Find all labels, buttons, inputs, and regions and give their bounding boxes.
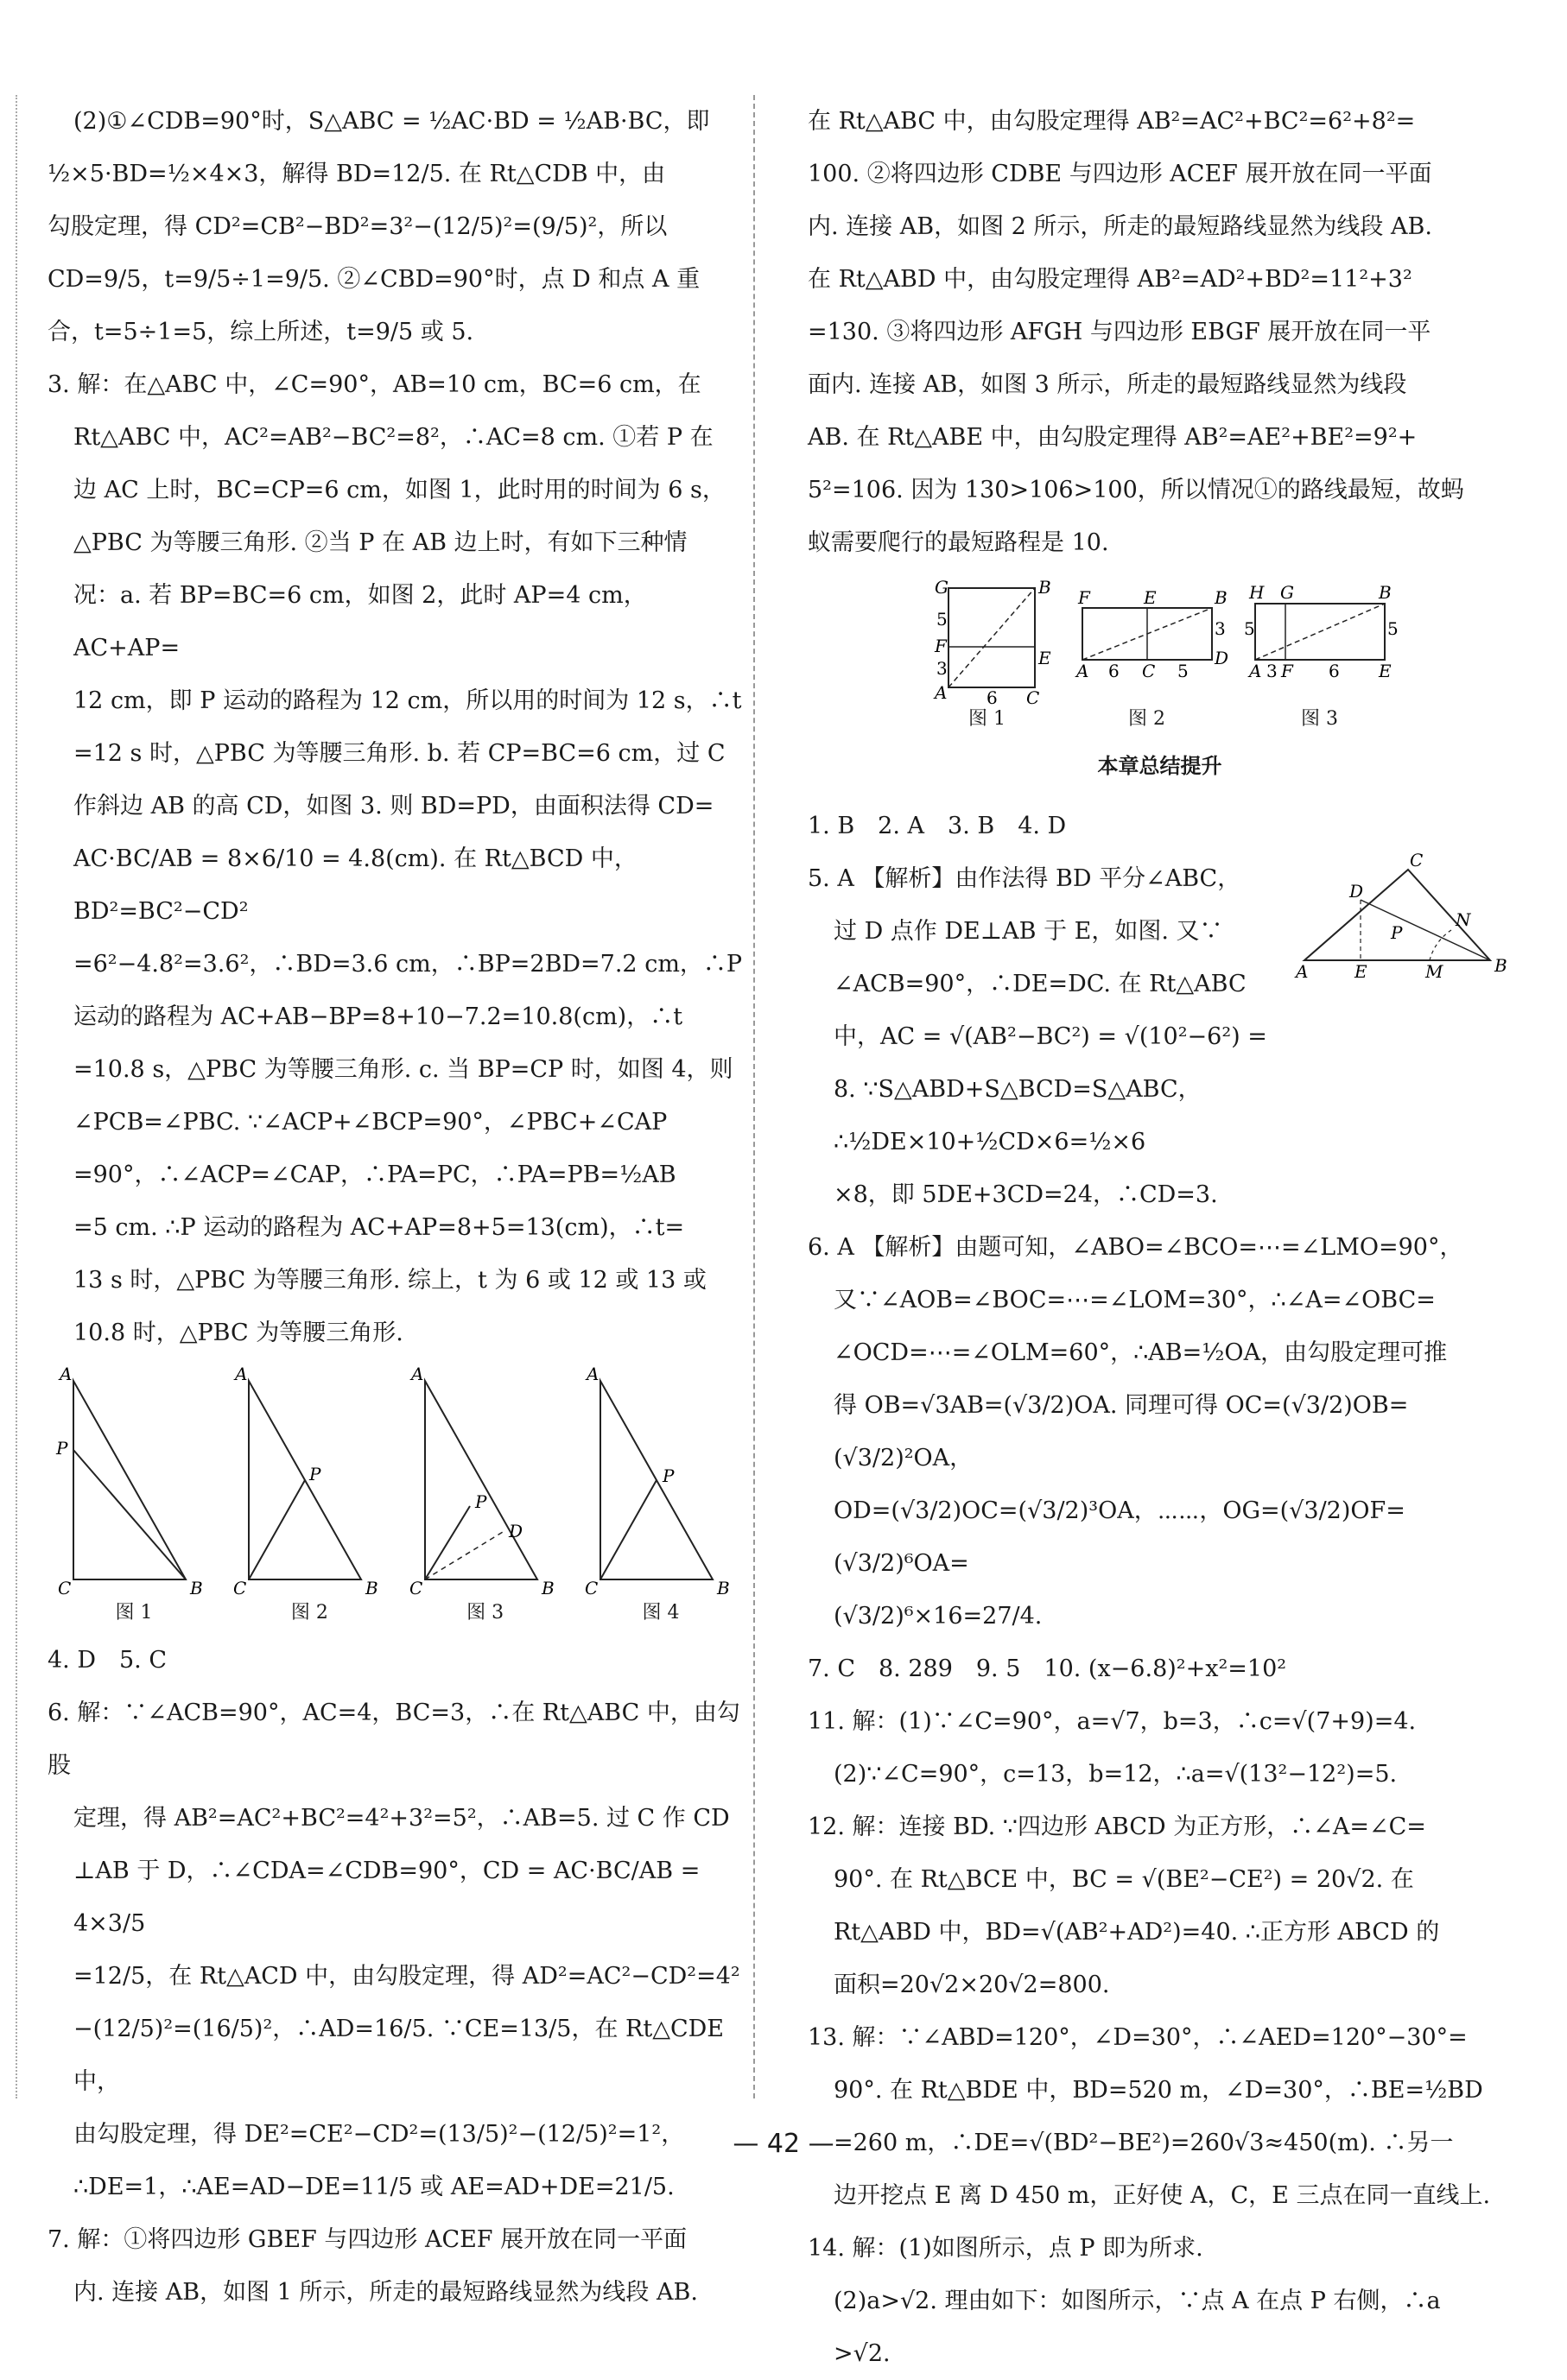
svg-text:6: 6: [1107, 661, 1120, 681]
text-line: 14. 解：(1)如图所示，点 P 即为所求.: [808, 2235, 1203, 2262]
text-line: 在 Rt△ABC 中，由勾股定理得 AB²=AC²+BC²=6²+8²=: [808, 108, 1416, 135]
text-line: ⊥AB 于 D，∴∠CDA=∠CDB=90°，CD = AC·BC/AB = 4×3/5: [73, 1858, 707, 1937]
text-line: >√2.: [834, 2340, 891, 2367]
q7-continuation: [808, 95, 1512, 569]
text-line: 90°. 在 Rt△BCE 中，BC = √(BE²−CE²) = 20√2. 在: [834, 1866, 1414, 1893]
q3-figures: [48, 1364, 747, 1625]
svg-text:3: 3: [936, 658, 948, 679]
figure-caption: 图 4: [642, 1602, 680, 1624]
text-line: 100. ②将四边形 CDBE 与四边形 ACEF 展开放在同一平面: [808, 161, 1432, 187]
left-column: [48, 95, 747, 2319]
q14-solution: [808, 2222, 1512, 2380]
q7-figures: [808, 578, 1512, 731]
text-line: =10.8 s，△PBC 为等腰三角形. c. 当 BP=CP 时，如图 4，则: [73, 1056, 733, 1083]
svg-text:A: A: [586, 1364, 600, 1384]
text-line: 11. 解：(1)∵∠C=90°，a=√7，b=3，∴c=√(7+9)=4.: [808, 1708, 1417, 1735]
svg-text:P: P: [56, 1438, 68, 1459]
text-line: =90°，∴∠ACP=∠CAP，∴PA=PC，∴PA=PB=½AB: [73, 1162, 676, 1188]
svg-text:B: B: [1214, 587, 1228, 608]
text-line: 过 D 点作 DE⊥AB 于 E，如图. 又∵: [834, 918, 1223, 945]
svg-text:F: F: [1077, 587, 1090, 608]
text-line: 6. 解：∵∠ACB=90°，AC=4，BC=3，∴在 Rt△ABC 中，由勾股: [48, 1700, 740, 1779]
text-line: =5 cm. ∴P 运动的路程为 AC+AP=8+5=13(cm)，∴t=: [73, 1214, 685, 1241]
svg-text:5: 5: [1386, 618, 1399, 639]
q6-solution: [808, 1221, 1512, 1643]
text-line: 边开挖点 E 离 D 450 m，正好使 A，C，E 三点在同一直线上.: [834, 2182, 1491, 2209]
text-line: 定理，得 AB²=AC²+BC²=4²+3²=5²，∴AB=5. 过 C 作 CD: [73, 1805, 730, 1832]
triangle-diagram: [56, 1364, 212, 1601]
text-line: 12. 解：连接 BD. ∵四边形 ABCD 为正方形，∴∠A=∠C=: [808, 1813, 1426, 1840]
svg-text:3: 3: [1266, 661, 1278, 681]
text-line: ×8，即 5DE+3CD=24，∴CD=3.: [834, 1181, 1218, 1208]
svg-text:5: 5: [936, 609, 948, 630]
text-line: OD=(√3/2)OC=(√3/2)³OA，⋯⋯，OG=(√3/2)OF=(√3/2)⁶OA=: [834, 1497, 1405, 1577]
q3-solution: [48, 358, 747, 1359]
text-line: 又∵∠AOB=∠BOC=⋯=∠LOM=30°，∴∠A=∠OBC=: [834, 1287, 1436, 1313]
text-line: 10.8 时，△PBC 为等腰三角形.: [73, 1320, 403, 1346]
svg-text:B: B: [541, 1578, 555, 1598]
text-line: 内. 连接 AB，如图 2 所示，所走的最短路线显然为线段 AB.: [808, 213, 1432, 240]
svg-text:E: E: [1143, 587, 1157, 608]
svg-text:B: B: [1378, 582, 1392, 603]
q7-10-answers: 7. C 8. 289 9. 5 10. (x−6.8)²+x²=10²: [808, 1655, 1287, 1682]
text-line: 7. 解：①将四边形 GBEF 与四边形 ACEF 展开放在同一平面: [48, 2226, 688, 2253]
text-line: ∠ACB=90°，∴DE=DC. 在 Rt△ABC: [834, 971, 1247, 997]
page-number: — 42 —: [733, 2129, 834, 2159]
svg-text:C: C: [409, 1578, 422, 1598]
q5-solution: [808, 852, 1512, 1221]
text-line: =260 m，∴DE=√(BD²−BE²)=260√3≈450(m). ∴另一: [834, 2130, 1454, 2156]
svg-text:F: F: [934, 636, 947, 656]
text-line: (2)∵∠C=90°，c=13，b=12，∴a=√(13²−12²)=5.: [834, 1761, 1398, 1788]
figure-caption: 图 3: [466, 1602, 504, 1624]
svg-text:A: A: [60, 1364, 73, 1384]
text-line: 得 OB=√3AB=(√3/2)OA. 同理可得 OC=(√3/2)OB=(√3/2)²OA，: [834, 1392, 1409, 1472]
svg-text:H: H: [1248, 582, 1264, 603]
column-divider: [753, 95, 755, 2098]
q1-4-answers: 1. B 2. A 3. B 4. D: [808, 813, 1067, 839]
svg-text:G: G: [1279, 582, 1294, 603]
svg-text:5: 5: [1177, 661, 1189, 681]
text-line: ∠PCB=∠PBC. ∵∠ACP+∠BCP=90°，∠PBC+∠CAP: [73, 1109, 668, 1136]
text-line: 内. 连接 AB，如图 1 所示，所走的最短路线显然为线段 AB.: [73, 2279, 698, 2306]
svg-text:C: C: [58, 1578, 72, 1598]
unfold-diagram: [923, 578, 1052, 707]
text-line: 5. A 【解析】由作法得 BD 平分∠ABC，: [808, 865, 1241, 892]
q3-figure-2: [232, 1364, 387, 1625]
text-line: 面积=20√2×20√2=800.: [834, 1972, 1110, 1998]
svg-text:E: E: [1378, 661, 1392, 681]
text-line: AC·BC/AB = 8×6/10 = 4.8(cm). 在 Rt△BCD 中，BD²=BC²−CD²: [73, 845, 638, 925]
text-line: =130. ③将四边形 AFGH 与四边形 EBGF 展开放在同一平: [808, 319, 1431, 345]
svg-text:3: 3: [1214, 618, 1226, 639]
svg-text:B: B: [190, 1578, 203, 1598]
text-line: =12 s 时，△PBC 为等腰三角形. b. 若 CP=BC=6 cm，过 C: [73, 740, 726, 767]
figure-caption: 图 2: [290, 1602, 328, 1624]
svg-text:B: B: [1037, 577, 1051, 598]
svg-text:P: P: [1391, 922, 1403, 943]
text-line: ∴DE=1，∴AE=AD−DE=11/5 或 AE=AD+DE=21/5.: [73, 2174, 675, 2200]
svg-text:A: A: [410, 1364, 424, 1384]
text-line: 6. A 【解析】由题可知，∠ABO=∠BCO=⋯=∠LMO=90°，: [808, 1234, 1463, 1261]
figure-caption: 图 1: [115, 1602, 153, 1624]
svg-text:A: A: [1248, 661, 1261, 681]
unfold-diagram: [1069, 578, 1228, 707]
text-line: ½×5·BD=½×4×3，解得 BD=12/5. 在 Rt△CDB 中，由: [48, 161, 666, 187]
q11-solution: [808, 1695, 1512, 1801]
triangle-diagram: [408, 1364, 563, 1601]
left-margin-rule: [16, 95, 17, 2098]
figure-caption: 图 2: [1128, 708, 1165, 730]
svg-text:C: C: [584, 1578, 599, 1598]
q13-solution: [808, 2011, 1512, 2222]
svg-text:D: D: [1214, 648, 1228, 668]
svg-text:C: C: [1410, 850, 1424, 870]
text-line: −(12/5)²=(16/5)²，∴AD=16/5. ∵CE=13/5，在 Rt△CDE 中，: [73, 2016, 732, 2095]
q7-figure-1: [923, 578, 1052, 731]
svg-text:5: 5: [1243, 618, 1255, 639]
section-title: 本章总结提升: [1097, 754, 1222, 778]
svg-text:B: B: [1494, 955, 1507, 976]
svg-text:D: D: [1349, 881, 1364, 902]
q7-figure-3: [1242, 578, 1398, 731]
text-line: △PBC 为等腰三角形. ②当 P 在 AB 边上时，有如下三种情: [73, 529, 688, 556]
q2-continuation: [48, 95, 747, 358]
text-line: (2)①∠CDB=90°时，S△ABC = ½AC·BD = ½AB·BC，即: [73, 108, 710, 135]
svg-text:A: A: [1075, 661, 1088, 681]
figure-caption: 图 3: [1301, 708, 1338, 730]
q3-figure-3: [408, 1364, 563, 1625]
text-line: 13. 解：∵∠ABD=120°，∠D=30°，∴∠AED=120°−30°=: [808, 2024, 1468, 2051]
figure-caption: 图 1: [968, 708, 1006, 730]
text-line: 况：a. 若 BP=BC=6 cm，如图 2，此时 AP=4 cm，AC+AP=: [73, 582, 647, 661]
svg-text:A: A: [235, 1364, 248, 1384]
text-line: 合，t=5÷1=5，综上所述，t=9/5 或 5.: [48, 319, 474, 345]
right-column: [808, 95, 1512, 2380]
svg-text:E: E: [1354, 961, 1367, 982]
angle-bisector-diagram: [1287, 852, 1512, 982]
svg-text:A: A: [934, 682, 947, 703]
svg-text:C: C: [233, 1578, 247, 1598]
svg-text:A: A: [1296, 961, 1309, 982]
text-line: ∠OCD=⋯=∠OLM=60°，∴AB=½OA，由勾股定理可推: [834, 1339, 1448, 1366]
text-line: 运动的路程为 AC+AB−BP=8+10−7.2=10.8(cm)，∴t: [73, 1003, 683, 1030]
triangle-diagram: [583, 1364, 739, 1601]
svg-text:6: 6: [986, 687, 998, 708]
svg-text:P: P: [309, 1464, 321, 1484]
q7-solution: [48, 2213, 747, 2319]
text-line: Rt△ABD 中，BD=√(AB²+AD²)=40. ∴正方形 ABCD 的: [834, 1919, 1440, 1946]
svg-text:P: P: [474, 1491, 487, 1512]
text-line: =12/5，在 Rt△ACD 中，由勾股定理，得 AD²=AC²−CD²=4²: [73, 1963, 740, 1990]
svg-text:6: 6: [1328, 661, 1340, 681]
text-line: 蚁需要爬行的最短路程是 10.: [808, 529, 1109, 556]
svg-text:C: C: [1025, 687, 1039, 708]
text-line: 5²=106. 因为 130>106>100，所以情况①的路线最短，故蚂: [808, 477, 1464, 503]
triangle-diagram: [232, 1364, 387, 1601]
text-line: 在 Rt△ABD 中，由勾股定理得 AB²=AD²+BD²=11²+3²: [808, 266, 1412, 293]
svg-text:B: B: [716, 1578, 730, 1598]
text-line: 边 AC 上时，BC=CP=6 cm，如图 1，此时用的时间为 6 s，: [73, 477, 726, 503]
svg-text:D: D: [508, 1521, 523, 1541]
svg-text:M: M: [1425, 961, 1443, 982]
q4-5-answers: 4. D 5. C: [48, 1647, 167, 1674]
svg-text:E: E: [1037, 648, 1051, 668]
svg-text:G: G: [934, 577, 948, 598]
text-line: 由勾股定理，得 DE²=CE²−CD²=(13/5)²−(12/5)²=1²，: [73, 2121, 685, 2148]
svg-text:C: C: [1141, 661, 1155, 681]
unfold-diagram: [1242, 578, 1398, 707]
text-line: CD=9/5，t=9/5÷1=9/5. ②∠CBD=90°时，点 D 和点 A 重: [48, 266, 701, 293]
text-line: =6²−4.8²=3.6²，∴BD=3.6 cm，∴BP=2BD=7.2 cm，∴P: [73, 951, 743, 978]
svg-text:N: N: [1456, 909, 1471, 930]
text-line: 12 cm，即 P 运动的路程为 12 cm，所以用的时间为 12 s，∴t: [73, 687, 742, 714]
q12-solution: [808, 1801, 1512, 2011]
q3-figure-4: [583, 1364, 739, 1625]
text-line: 中，AC = √(AB²−BC²) = √(10²−6²) =: [834, 1023, 1267, 1050]
text-line: Rt△ABC 中，AC²=AB²−BC²=8²，∴AC=8 cm. ①若 P 在: [73, 424, 714, 451]
q7-figure-2: [1069, 578, 1228, 731]
svg-text:B: B: [365, 1578, 379, 1598]
text-line: (√3/2)⁶×16=27/4.: [834, 1603, 1043, 1630]
text-line: 作斜边 AB 的高 CD，如图 3. 则 BD=PD，由面积法得 CD=: [73, 793, 714, 820]
text-line: 90°. 在 Rt△BDE 中，BD=520 m，∠D=30°，∴BE=½BD: [834, 2077, 1483, 2104]
svg-text:F: F: [1280, 661, 1293, 681]
text-line: (2)a>√2. 理由如下：如图所示，∵点 A 在点 P 右侧，∴a: [834, 2288, 1441, 2314]
text-line: 面内. 连接 AB，如图 3 所示，所走的最短路线显然为线段: [808, 371, 1407, 398]
text-line: 3. 解：在△ABC 中，∠C=90°，AB=10 cm，BC=6 cm，在: [48, 371, 701, 398]
text-line: AB. 在 Rt△ABE 中，由勾股定理得 AB²=AE²+BE²=9²+: [808, 424, 1418, 451]
text-line: 勾股定理，得 CD²=CB²−BD²=3²−(12/5)²=(9/5)²，所以: [48, 213, 668, 240]
svg-text:P: P: [662, 1465, 675, 1486]
text-line: 8. ∵S△ABD+S△BCD=S△ABC，∴½DE×10+½CD×6=½×6: [834, 1076, 1202, 1155]
text-line: 13 s 时，△PBC 为等腰三角形. 综上，t 为 6 或 12 或 13 或: [73, 1267, 707, 1294]
q3-figure-1: [56, 1364, 212, 1625]
